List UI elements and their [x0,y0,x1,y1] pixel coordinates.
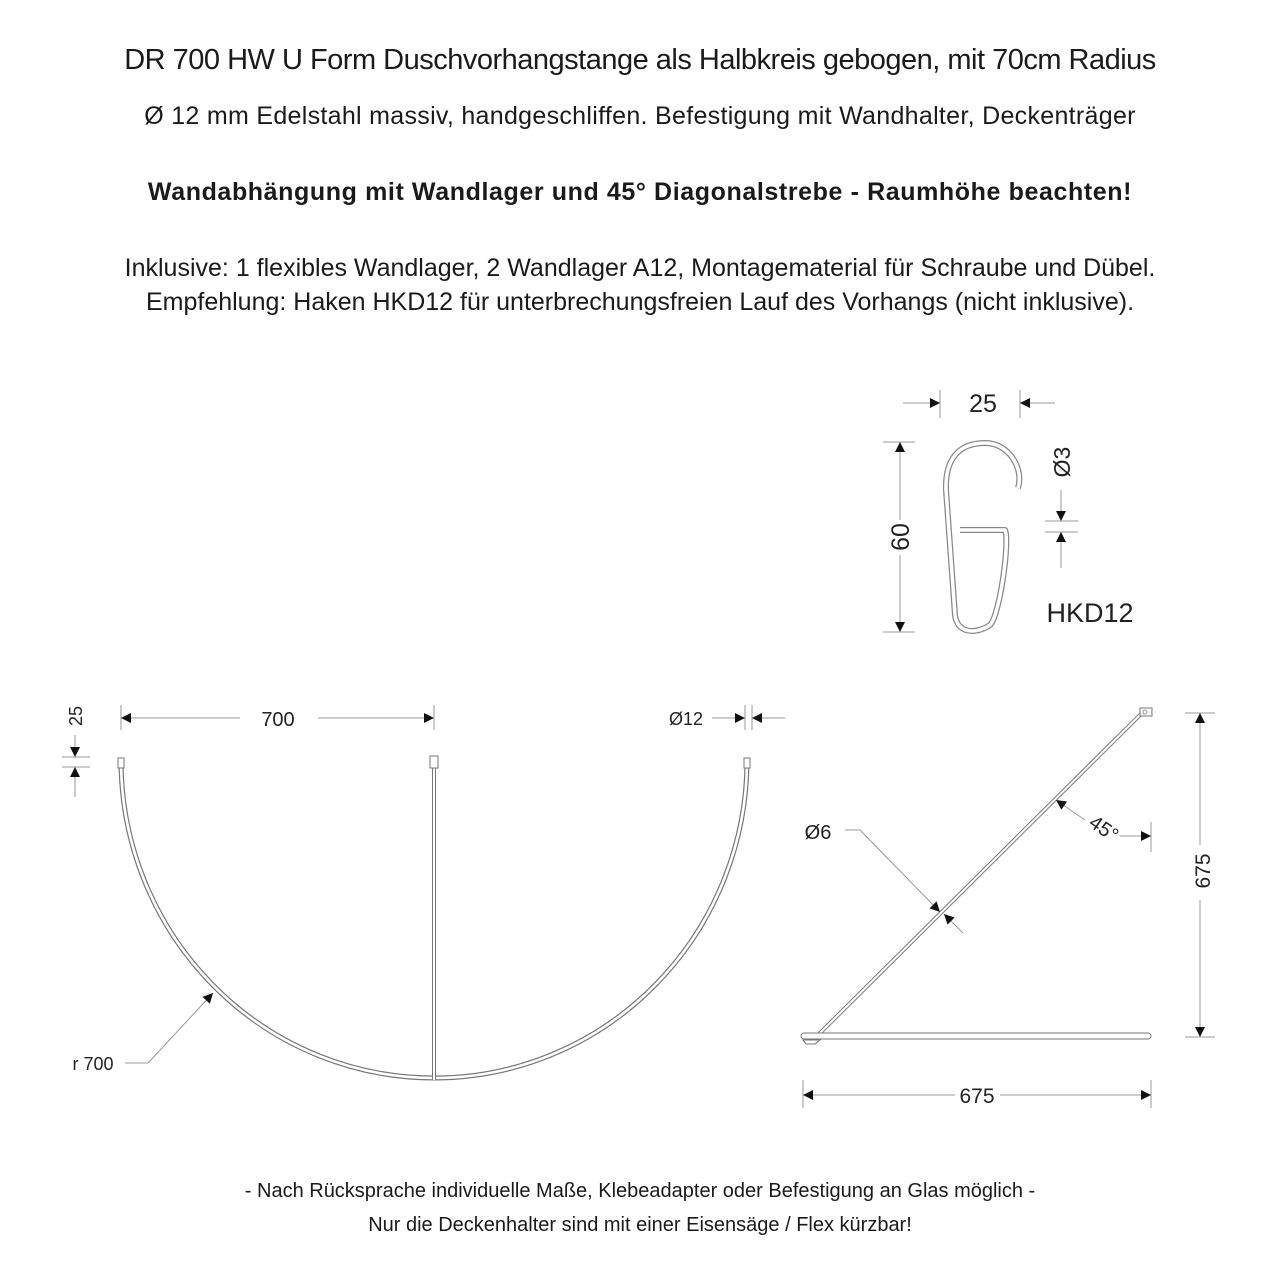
height-675-label: 675 [1192,853,1215,889]
span-700-label: 700 [261,709,295,731]
footer-note-1: - Nach Rücksprache individuelle Maße, Klebeadapter oder Befestigung an Glas möglich - [244,1180,1036,1202]
width-675-label: 675 [959,1085,995,1108]
hook-name-label: HKD12 [1046,598,1134,628]
hook-width-label: 25 [969,390,997,418]
product-subtitle: Ø 12 mm Edelstahl massiv, handgeschliffen. Befestigung mit Wandhalter, Deckenträger [144,102,1136,130]
side-view-drawing [801,708,1215,1108]
semicircle-rod-drawing [62,705,785,1080]
warning-text: Wandabhängung mit Wandlager und 45° Diagonalstrebe - Raumhöhe beachten! [147,178,1133,206]
strut-diameter-label: Ø6 [804,822,832,844]
hook-diameter-label: Ø3 [1049,446,1075,478]
hook-height-label: 60 [887,523,915,551]
radius-label: r 700 [72,1054,114,1074]
included-text: Inklusive: 1 flexibles Wandlager, 2 Wandlager A12, Montagematerial für Schraube und Dübel. [124,254,1156,282]
angle-label: 45° [1084,811,1123,847]
recommendation-text: Empfehlung: Haken HKD12 für unterbrechungsfreien Lauf des Vorhangs (nicht inklusive). [145,288,1135,316]
end-height-label: 25 [66,705,86,727]
footer-note-2: Nur die Deckenhalter sind mit einer Eisensäge / Flex kürzbar! [368,1214,912,1236]
rod-diameter-label: Ø12 [668,709,704,729]
product-title: DR 700 HW U Form Duschvorhangstange als Halbkreis gebogen, mit 70cm Radius [124,44,1156,76]
hook-drawing [883,390,1134,632]
